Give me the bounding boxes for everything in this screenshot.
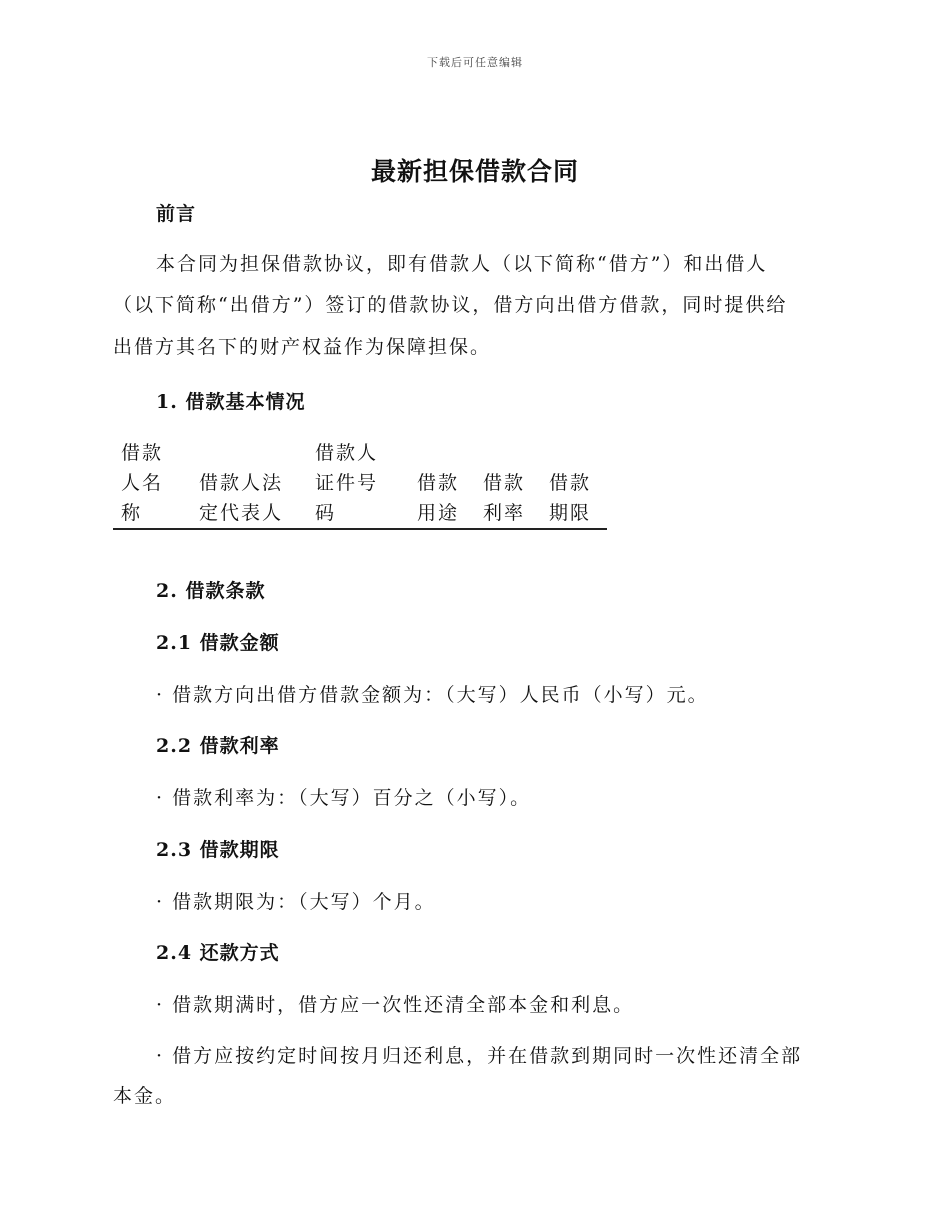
- section-2-2-heading: 2.2 借款利率: [156, 735, 280, 757]
- document-title: 最新担保借款合同: [370, 157, 579, 186]
- header-loan-term: 借款 期限: [541, 436, 607, 529]
- section-2-heading: 2. 借款条款: [156, 580, 266, 602]
- header-note: 下载后可任意编辑: [427, 56, 523, 69]
- loan-term-clause: · 借款期限为：（大写）个月。: [156, 891, 436, 913]
- preface-line-3: 出借方其名下的财产权益作为保障担保。: [113, 336, 492, 358]
- table-header-row: [113, 436, 607, 529]
- repayment-clause-2-line-1: · 借方应按约定时间按月归还利息，并在借款到期同时一次性还清全部: [156, 1045, 803, 1067]
- preface-heading: 前言: [156, 203, 197, 225]
- section-2-4-heading: 2.4 还款方式: [156, 942, 280, 964]
- repayment-clause-1: · 借款期满时，借方应一次性还清全部本金和利息。: [156, 994, 635, 1016]
- section-2-1-heading: 2.1 借款金额: [156, 632, 280, 654]
- header-loan-purpose: 借款 用途: [409, 436, 475, 529]
- loan-basic-info-table: [113, 436, 607, 530]
- header-legal-representative: 借款人法 定代表人: [191, 436, 307, 529]
- header-id-number: 借款人 证件号 码: [307, 436, 409, 529]
- loan-amount-clause: · 借款方向出借方借款金额为：（大写）人民币（小写）元。: [156, 684, 709, 706]
- interest-rate-clause: · 借款利率为：（大写）百分之（小写）。: [156, 787, 532, 809]
- preface-line-2: （以下简称“出借方”）签订的借款协议，借方向出借方借款，同时提供给: [113, 294, 788, 316]
- section-1-heading: 1. 借款基本情况: [156, 391, 306, 413]
- header-interest-rate: 借款 利率: [475, 436, 541, 529]
- header-borrower-name: 借款 人名 称: [113, 436, 191, 529]
- section-2-3-heading: 2.3 借款期限: [156, 839, 280, 861]
- repayment-clause-2-line-2: 本金。: [113, 1085, 177, 1107]
- preface-line-1: 本合同为担保借款协议，即有借款人（以下简称“借方”）和出借人: [156, 253, 768, 275]
